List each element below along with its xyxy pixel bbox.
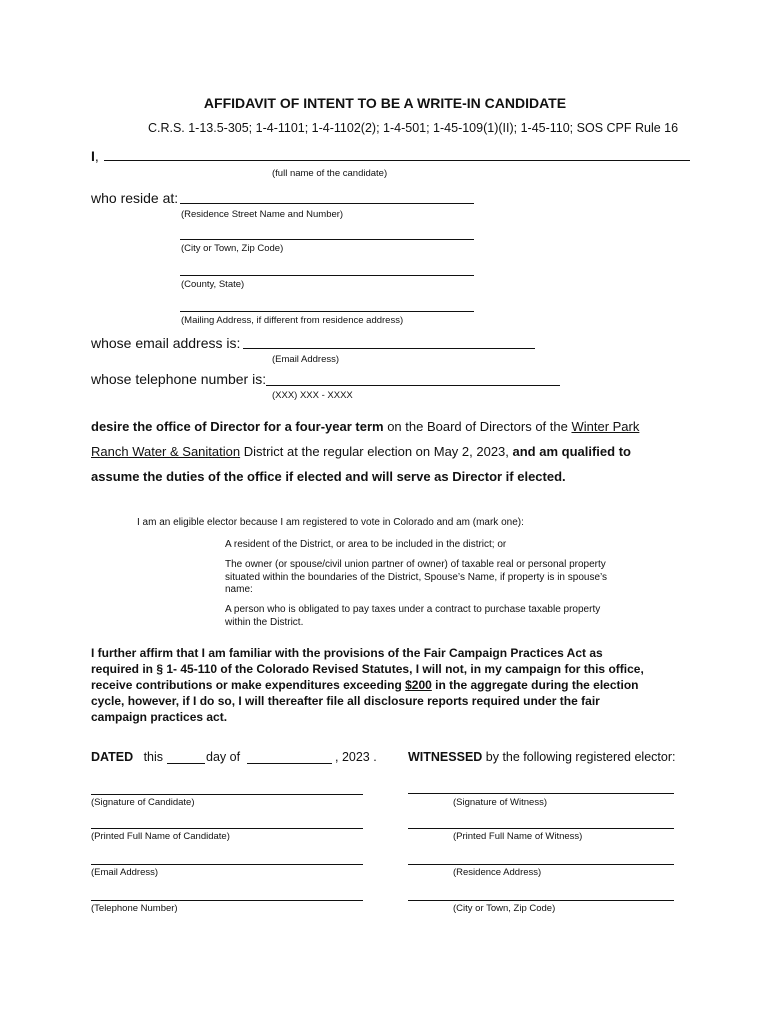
witness-city-field[interactable] [408, 900, 674, 901]
witness-printed-name-field[interactable] [408, 828, 674, 829]
city-caption: (City or Town, Zip Code) [181, 243, 284, 254]
candidate-email-field[interactable] [91, 864, 363, 865]
candidate-signature-caption: (Signature of Candidate) [91, 797, 195, 808]
candidate-email-caption: (Email Address) [91, 867, 159, 878]
phone-label: whose telephone number is: [91, 371, 267, 387]
statute-citation: C.R.S. 1-13.5-305; 1-4-1101; 1-4-1102(2); 1-4-501; 1-45-109(1)(II); 1-45-110; SOS CPF Rule 16 [147, 121, 679, 135]
year-label: , 2023 . [335, 750, 377, 764]
desire-paragraph: desire the office of Director for a four-year term on the Board of Directors of the Winter Park Ranch Water & Sanitation District at the regular election on May 2, 2023, and am qualified to assume the duties of the office if elected and will serve as Director if elected. [91, 419, 640, 484]
witness-signature-caption: (Signature of Witness) [453, 797, 547, 808]
street-address-field[interactable] [180, 203, 474, 204]
mailing-address-field[interactable] [180, 311, 474, 312]
affirm-paragraph: I further affirm that I am familiar with the provisions of the Fair Campaign Practices Act as required in § 1- 45-110 of the Colorado Revised Statutes, I will not, in my campaign for this office, receive contributions or make expenditures exceeding $200 in the aggregate during the election cycle, however, if I do so, I will thereafter file all disclosure reports required under the fair campaign practices act. [91, 646, 644, 724]
city-zip-field[interactable] [180, 239, 474, 240]
witness-name-caption: (Printed Full Name of Witness) [453, 831, 583, 842]
email-label: whose email address is: [91, 335, 241, 351]
option-taxpayer[interactable]: A person who is obligated to pay taxes under a contract to purchase taxable property within the District. [225, 604, 601, 628]
month-field[interactable] [247, 763, 332, 764]
phone-field[interactable] [266, 385, 560, 386]
phone-caption: (XXX) XXX - XXXX [272, 390, 353, 401]
street-caption: (Residence Street Name and Number) [181, 209, 344, 220]
i-label: I, [91, 148, 99, 164]
candidate-signature-field[interactable] [91, 794, 363, 795]
day-field[interactable] [167, 763, 205, 764]
candidate-name-field[interactable] [104, 160, 690, 161]
candidate-printed-name-field[interactable] [91, 828, 363, 829]
witnessed-line: WITNESSED by the following registered elector: [408, 750, 676, 764]
dated-line: DATED this [91, 750, 164, 764]
county-state-field[interactable] [180, 275, 474, 276]
eligible-intro: I am an eligible elector because I am registered to vote in Colorado and am (mark one): [137, 517, 524, 528]
candidate-name-caption: (Printed Full Name of Candidate) [91, 831, 230, 842]
candidate-phone-field[interactable] [91, 900, 363, 901]
day-of-label: day of [206, 750, 241, 764]
form-title: AFFIDAVIT OF INTENT TO BE A WRITE-IN CANDIDATE [203, 95, 567, 111]
witness-address-field[interactable] [408, 864, 674, 865]
witness-address-caption: (Residence Address) [453, 867, 542, 878]
witness-city-caption: (City or Town, Zip Code) [453, 903, 556, 914]
full-name-caption: (full name of the candidate) [272, 168, 388, 179]
email-field[interactable] [243, 348, 535, 349]
candidate-phone-caption: (Telephone Number) [91, 903, 178, 914]
email-caption: (Email Address) [272, 354, 340, 365]
option-resident[interactable]: A resident of the District, or area to be included in the district; or [225, 539, 507, 550]
witness-signature-field[interactable] [408, 793, 674, 794]
reside-label: who reside at: [91, 190, 179, 206]
county-caption: (County, State) [181, 279, 245, 290]
option-owner[interactable]: The owner (or spouse/civil union partner of owner) of taxable real or personal property situated within the boundaries of the District, Spouse’s Name, if property is in spouse’s name: [225, 559, 608, 595]
mailing-caption: (Mailing Address, if different from residence address) [181, 315, 404, 326]
